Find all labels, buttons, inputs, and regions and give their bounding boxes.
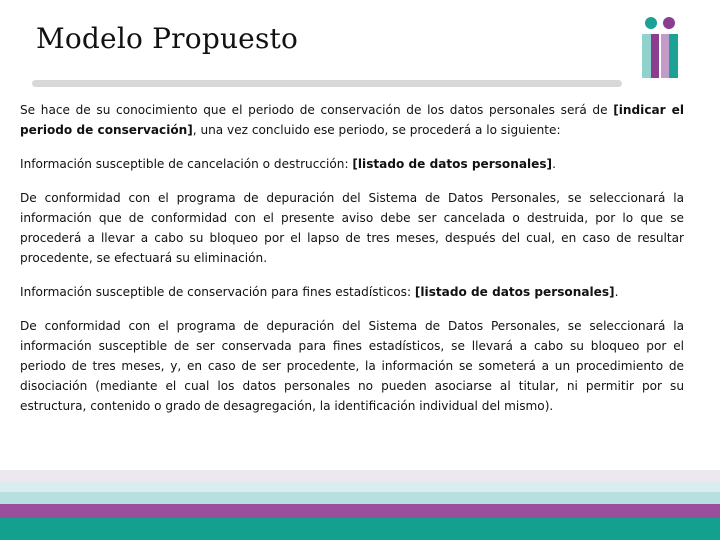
paragraph-cancellation-procedure: De conformidad con el programa de depuración del Sistema de Datos Personales, se seleccionará la información que de conformidad con el presente aviso debe ser cancelada o destruida, por lo que se procederá a llevar a cabo su bloqueo por el lapso de tres meses, después del cual, en caso de resultar procedente, se efectuará su eliminación.: [20, 191, 684, 265]
logo-bar-purple: [651, 34, 659, 78]
paragraph-retention-period: Se hace de su conocimiento que el periodo de conservación de los datos personales será de [indicar el periodo de conservación], una vez concluido ese periodo, se procederá a lo siguiente:: [20, 103, 684, 137]
title-underline: [32, 80, 622, 87]
footer-band-teal: [0, 518, 720, 540]
notice-body: [20, 100, 684, 430]
logo-bar-light-purple: [661, 34, 669, 78]
logo-bar-light-teal: [642, 34, 651, 78]
page-title: Modelo Propuesto: [36, 22, 299, 55]
footer-band-pale-teal: [0, 482, 720, 492]
placeholder-statistical-list: [listado de datos personales]: [414, 285, 615, 299]
ii-logo-icon: [640, 16, 680, 82]
footer-band-purple: [0, 504, 720, 518]
logo-bar-teal: [669, 34, 678, 78]
logo-dot-teal: [645, 17, 657, 29]
paragraph-statistical-procedure: De conformidad con el programa de depuración del Sistema de Datos Personales, se seleccionará la información susceptible de ser conservada para fines estadísticos, se llevará a cabo su bloqueo por el periodo de tres meses, y, en caso de ser procedente, la información se someterá a un procedimiento de disociación (mediante el cual los datos personales no pueden asociarse al titular, ni permitir por su estructura, contenido o grado de desagregación, la identificación individual del mismo).: [20, 319, 684, 413]
paragraph-cancellation-info: Información susceptible de cancelación o destrucción: [listado de datos personales].: [20, 157, 556, 171]
footer-band-light-teal: [0, 492, 720, 504]
logo-dot-purple: [663, 17, 675, 29]
paragraph-statistical-info: Información susceptible de conservación para fines estadísticos: [listado de datos personales].: [20, 285, 619, 299]
placeholder-retention-period: [indicar el periodo de conservación]: [20, 103, 684, 137]
footer-band-lavender: [0, 470, 720, 482]
placeholder-cancellation-list: [listado de datos personales]: [352, 157, 553, 171]
